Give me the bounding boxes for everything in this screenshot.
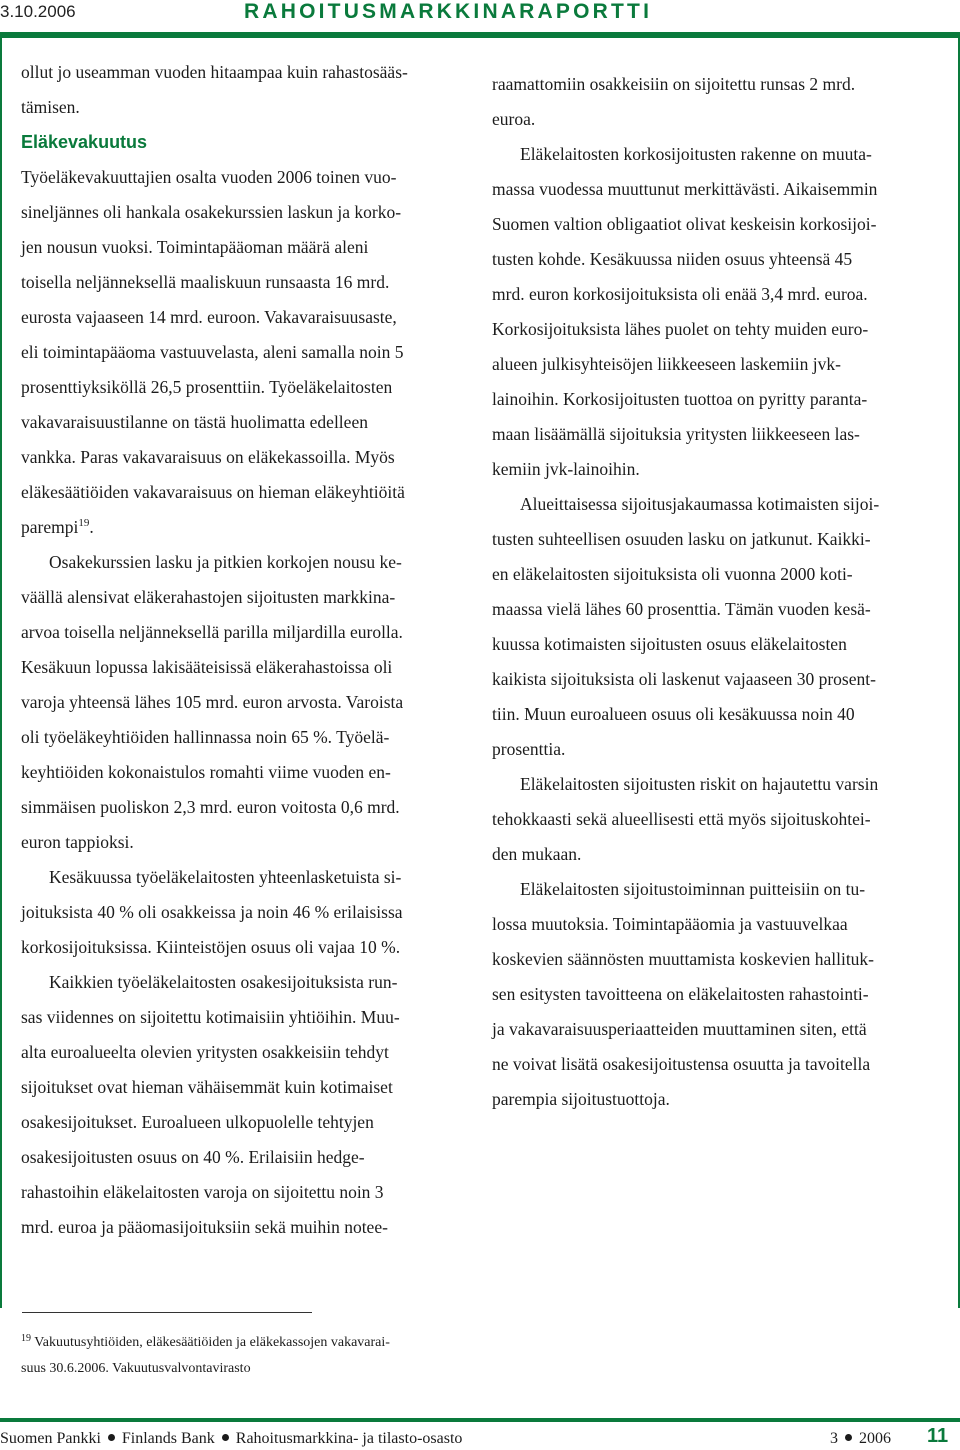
paragraph-line: eli toimintapääoma vastuuvelasta, aleni samalla noin 5 bbox=[21, 342, 404, 362]
paragraph-line: tämisen. bbox=[21, 97, 80, 117]
paragraph-line: Työeläkevakuuttajien osalta vuoden 2006 toinen vuo- bbox=[21, 167, 397, 187]
paragraph-line: tusten suhteellisen osuuden lasku on jatkunut. Kaikki- bbox=[492, 529, 871, 549]
paragraph-line: den mukaan. bbox=[492, 844, 582, 864]
footer-publication: Rahoitusmarkkina- ja tilasto-osasto bbox=[235, 1430, 463, 1447]
paragraph-line: jen nousun vuoksi. Toimintapääoman määrä aleni bbox=[21, 237, 369, 257]
paragraph-line: koskevien säännösten muuttamista koskevien hallituk- bbox=[492, 949, 875, 969]
footnote-reference: 19 bbox=[78, 517, 90, 529]
paragraph-line: en eläkelaitosten sijoituksista oli vuonna 2000 koti- bbox=[492, 564, 853, 584]
paragraph-line: Eläkelaitosten sijoitustoiminnan puitteisiin on tu- bbox=[520, 879, 866, 899]
paragraph-line: alueen julkisyhteisöjen liikkeeseen laskemiin jvk- bbox=[492, 354, 841, 374]
footnote-line-1: Vakuutusyhtiöiden, eläkesäätiöiden ja eläkekassojen vakavarai- bbox=[31, 1335, 390, 1350]
header-title: RAHOITUSMARKKINARAPORTTI bbox=[244, 0, 653, 23]
right-column bbox=[492, 67, 942, 1117]
paragraph-line: Suomen valtion obligaatiot olivat keskeisin korkosijoi- bbox=[492, 214, 877, 234]
paragraph-line: Alueittaisessa sijoitusjakaumassa kotimaisten sijoi- bbox=[520, 494, 880, 514]
left-paragraph-2 bbox=[21, 545, 471, 860]
paragraph-line: eläkesäätiöiden vakavaraisuus on hieman eläkeyhtiöitä bbox=[21, 482, 405, 502]
paragraph-line: ollut jo useamman vuoden hitaampaa kuin rahastosääs- bbox=[21, 62, 408, 82]
paragraph-line: prosenttia. bbox=[492, 739, 566, 759]
footer-issue-number: 3 bbox=[830, 1430, 838, 1447]
paragraph-line: vankka. Paras vakavaraisuus on eläkekassoilla. Myös bbox=[21, 447, 395, 467]
paragraph-line: euroa. bbox=[492, 109, 536, 129]
paragraph-line: sineljännes oli hankala osakekurssien laskun ja korko- bbox=[21, 202, 402, 222]
right-paragraph-1 bbox=[492, 137, 942, 487]
left-intro-paragraph bbox=[21, 55, 471, 125]
footer-issue bbox=[830, 1430, 891, 1448]
left-border bbox=[0, 38, 2, 1308]
paragraph-line: mrd. euron korkosijoituksista oli enää 3,4 mrd. euroa. bbox=[492, 284, 868, 304]
right-paragraph-2 bbox=[492, 487, 942, 767]
paragraph-line: Kaikkien työeläkelaitosten osakesijoituksista run- bbox=[49, 972, 398, 992]
paragraph-line: osakesijoitukset. Euroalueen ulkopuolelle tehtyjen bbox=[21, 1112, 374, 1132]
right-paragraph-3 bbox=[492, 767, 942, 872]
left-paragraph-1 bbox=[21, 160, 471, 545]
paragraph-line: Kesäkuussa työeläkelaitosten yhteenlasketuista si- bbox=[49, 867, 402, 887]
paragraph-line: maassa vielä lähes 60 prosenttia. Tämän vuoden kesä- bbox=[492, 599, 871, 619]
paragraph-line: oli työeläkeyhtiöiden hallinnassa noin 65 %. Työelä- bbox=[21, 727, 390, 747]
paragraph-line: kaikista sijoituksista oli laskenut vajaaseen 30 prosent- bbox=[492, 669, 876, 689]
paragraph-line: prosenttiyksiköllä 26,5 prosenttiin. Työeläkelaitosten bbox=[21, 377, 393, 397]
paragraph-line: joituksista 40 % oli osakkeissa ja noin 46 % erilaisissa bbox=[21, 902, 403, 922]
paragraph-line: Osakekurssien lasku ja pitkien korkojen nousu ke- bbox=[49, 552, 402, 572]
paragraph-line: massa vuodessa muuttunut merkittävästi. Aikaisemmin bbox=[492, 179, 878, 199]
paragraph-line: simmäisen puoliskon 2,3 mrd. euron voitosta 0,6 mrd. bbox=[21, 797, 400, 817]
paragraph-line: kuussa kotimaisten sijoitusten osuus eläkelaitosten bbox=[492, 634, 847, 654]
paragraph-line: sen esitysten tavoitteena on eläkelaitosten rahastointi- bbox=[492, 984, 869, 1004]
paragraph-line: varoja yhteensä lähes 105 mrd. euron arvosta. Varoista bbox=[21, 692, 404, 712]
paragraph-line: rahastoihin eläkelaitosten varoja on sijoitettu noin 3 bbox=[21, 1182, 384, 1202]
footer-publisher bbox=[0, 1430, 462, 1448]
paragraph-line: kemiin jvk-lainoihin. bbox=[492, 459, 640, 479]
paragraph-line: toisella neljänneksellä maaliskuun runsaasta 16 mrd. bbox=[21, 272, 390, 292]
paragraph-line: Korkosijoituksista lähes puolet on tehty muiden euro- bbox=[492, 319, 869, 339]
paragraph-line: tusten kohde. Kesäkuussa niiden osuus yhteensä 45 bbox=[492, 249, 853, 269]
paragraph-line: tehokkaasti sekä alueellisesti että myös sijoituskohtei- bbox=[492, 809, 871, 829]
paragraph-line: korkosijoituksissa. Kiinteistöjen osuus oli vajaa 10 %. bbox=[21, 937, 401, 957]
paragraph-line: sijoitukset ovat hieman vähäisemmät kuin kotimaiset bbox=[21, 1077, 393, 1097]
left-column bbox=[21, 55, 471, 1245]
right-intro-paragraph bbox=[492, 67, 942, 137]
footnote-line-2: suus 30.6.2006. Vakuutusvalvontavirasto bbox=[21, 1361, 251, 1376]
bullet-icon bbox=[845, 1434, 852, 1441]
paragraph-line: arvoa toisella neljänneksellä parilla miljardilla eurolla. bbox=[21, 622, 403, 642]
paragraph-line: Kesäkuun lopussa lakisääteisissä eläkerahastoissa oli bbox=[21, 657, 393, 677]
paragraph-line: eurosta vajaaseen 14 mrd. euroon. Vakavaraisuusaste, bbox=[21, 307, 397, 327]
footer-issue-year: 2006 bbox=[859, 1430, 891, 1447]
footnote-divider bbox=[22, 1312, 312, 1313]
paragraph-line: osakesijoitusten osuus on 40 %. Erilaisiin hedge- bbox=[21, 1147, 365, 1167]
paragraph-line: euron tappioksi. bbox=[21, 832, 134, 852]
footer-divider bbox=[0, 1418, 960, 1422]
paragraph-line: parempi$^{19}$. bbox=[21, 517, 94, 537]
paragraph-line: alta euroalueelta olevien yritysten osakkeisiin tehdyt bbox=[21, 1042, 389, 1062]
paragraph-line: sas viidennes on sijoitettu kotimaisiin yhtiöihin. Muu- bbox=[21, 1007, 400, 1027]
header-divider bbox=[0, 32, 960, 38]
paragraph-line: Eläkelaitosten sijoitusten riskit on hajautettu varsin bbox=[520, 774, 879, 794]
left-paragraph-3 bbox=[21, 860, 471, 965]
paragraph-line: raamattomiin osakkeisiin on sijoitettu runsas 2 mrd. bbox=[492, 74, 856, 94]
paragraph-line: parempia sijoitustuottoja. bbox=[492, 1089, 670, 1109]
bullet-icon bbox=[222, 1434, 229, 1441]
paragraph-line: mrd. euroa ja pääomasijoituksiin sekä muihin notee- bbox=[21, 1217, 388, 1237]
footer-publisher-en: Finlands Bank bbox=[121, 1430, 215, 1447]
paragraph-line: tiin. Muun euroalueen osuus oli kesäkuussa noin 40 bbox=[492, 704, 855, 724]
paragraph-line: väällä alensivat eläkerahastojen sijoitusten markkina- bbox=[21, 587, 396, 607]
right-paragraph-4 bbox=[492, 872, 942, 1117]
paragraph-line: lossa muutoksia. Toimintapääomia ja vastuuvelkaa bbox=[492, 914, 848, 934]
bullet-icon bbox=[108, 1434, 115, 1441]
header-date: 3.10.2006 bbox=[0, 2, 76, 21]
section-heading-elakevakuutus: Eläkevakuutus bbox=[21, 132, 148, 152]
footnote-number: 19 bbox=[21, 1333, 31, 1344]
paragraph-line: Eläkelaitosten korkosijoitusten rakenne on muuta- bbox=[520, 144, 872, 164]
footnote bbox=[21, 1330, 481, 1382]
paragraph-line: vakavaraisuustilanne on tästä huolimatta edelleen bbox=[21, 412, 368, 432]
paragraph-line: maan lisäämällä sijoituksia yritysten liikkeeseen las- bbox=[492, 424, 860, 444]
page-number: 11 bbox=[927, 1425, 949, 1447]
footer-publisher-fi: Suomen Pankki bbox=[0, 1430, 101, 1447]
paragraph-line: ne voivat lisätä osakesijoitustensa osuutta ja tavoitella bbox=[492, 1054, 871, 1074]
paragraph-line: lainoihin. Korkosijoitusten tuottoa on pyritty paranta- bbox=[492, 389, 868, 409]
paragraph-line: ja vakavaraisuusperiaatteiden muuttaminen siten, että bbox=[492, 1019, 867, 1039]
left-paragraph-4 bbox=[21, 965, 471, 1245]
paragraph-line: keyhtiöiden kokonaistulos romahti viime vuoden en- bbox=[21, 762, 391, 782]
